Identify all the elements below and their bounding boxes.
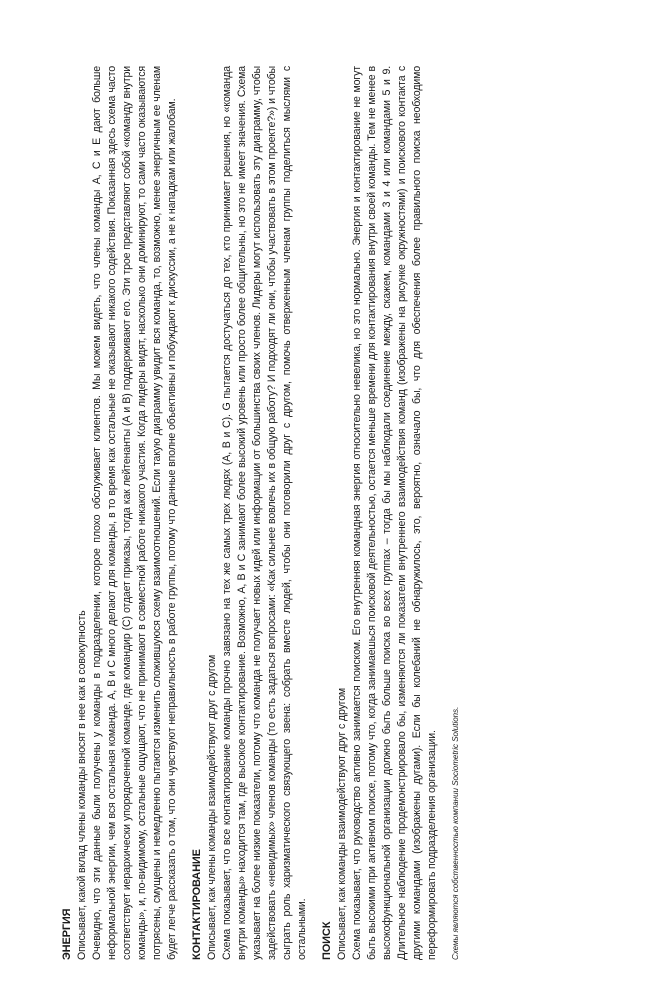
section-contacting (190, 66, 310, 960)
section-search (320, 66, 440, 960)
section-energy (60, 66, 180, 960)
section-subtitle: Описывает, какой вклад члены команды вносят в нее как в совокупность (76, 610, 88, 960)
section-subtitle: Описывает, как команды взаимодействуют друг с другом (336, 687, 348, 960)
section-body: Очевидно, что эти данные были получены у команды в подразделении, которое плохо обслуживает клиентов. Мы можем видеть, что члены команды А, С и Е дают больше неформальной энергии, чем вся остальная команда. А, В и С много делают для команды, в то время как остальные не оказывают никакого содействия. Показанная здесь схема часто соответствует иерархически упорядоченной команде, где командир (С) отдает приказы, тогда как лейтенанты (А и В) поддерживают его. Эти трое представляют собой «команду внутри команды», и, по-видимому, остальные ощущают, что не принимают в совместной работе никакого участия. Когда лидеры видят, насколько они доминируют, то сами часто оказываются потрясены, смущены и немедленно пытаются изменить сложившуюся схему взаимоотношений. Если такую диаграмму увидит вся команда, то, возможно, менее энергичным ее членам будет легче рассказать о том, что они чувствуют неправильность в работе группы, потому что данные вполне объективны и побуждают к дискуссии, а не к нападкам или жалобам. (91, 66, 178, 960)
section-heading: ПОИСК (321, 921, 333, 960)
document-body (60, 66, 469, 960)
section-subtitle: Описывает, как члены команды взаимодействуют друг с другом (206, 654, 218, 960)
section-body: Схема показывает, что руководство активно занимается поиском. Его внутренняя командная энергия относительно невелика, но это нормально. Энергия и контактирование не могут быть высокими при активном поиске, потому что, когда занимаешься поисковой деятельностью, остается меньше времени для контактирования внутри своей команды. Тем не менее в высокофункциональной организации должно быть больше поиска во всех группах – тогда бы мы наблюдали соединение между, скажем, командами 3 и 4 или командами 5 и 9. Длительное наблюдение продемонстрировало бы, изменяются ли показатели внутреннего взаимодействия команд (изображены на рисунке окружностями) и поискового контакта с другими командами (изображены дугами). Если бы колебаний не обнаружилось, это, вероятно, означало бы, что для обеспечения более правильного поиска необходимо переформировать подразделения организации. (351, 66, 438, 960)
section-heading: ЭНЕРГИЯ (61, 908, 73, 960)
section-heading: КОНТАКТИРОВАНИЕ (191, 849, 203, 960)
section-body: Схема показывает, что все контактирование команды прочно завязано на тех же самых трех людях (А, В и С). G пытается достучаться до тех, кто принимает решения, но «команда внутри команды» находится там, где высокое контактирование. Возможно, А, В и С занимают более высокий уровень или просто более общительны, но это не имеет значения. Схема указывает на более низкие показатели, потому что команда не получает новых идей или информации от большинства своих членов. Лидеры могут использовать эту диаграмму, чтобы задействовать «невидимых» членов команды (то есть задаться вопросами: «Как сильнее вовлечь их в общую работу? И подходят ли они, чтобы участвовать в этом проекте?») и чтобы сыграть роль харизматического связующего звена: собрать вместе людей, чтобы они поговорили друг с другом, помочь отверженным членам группы поделиться мыслями с остальными. (221, 66, 308, 960)
footnote: Схемы являются собственностью компании Sociometric Solutions. (451, 706, 460, 960)
